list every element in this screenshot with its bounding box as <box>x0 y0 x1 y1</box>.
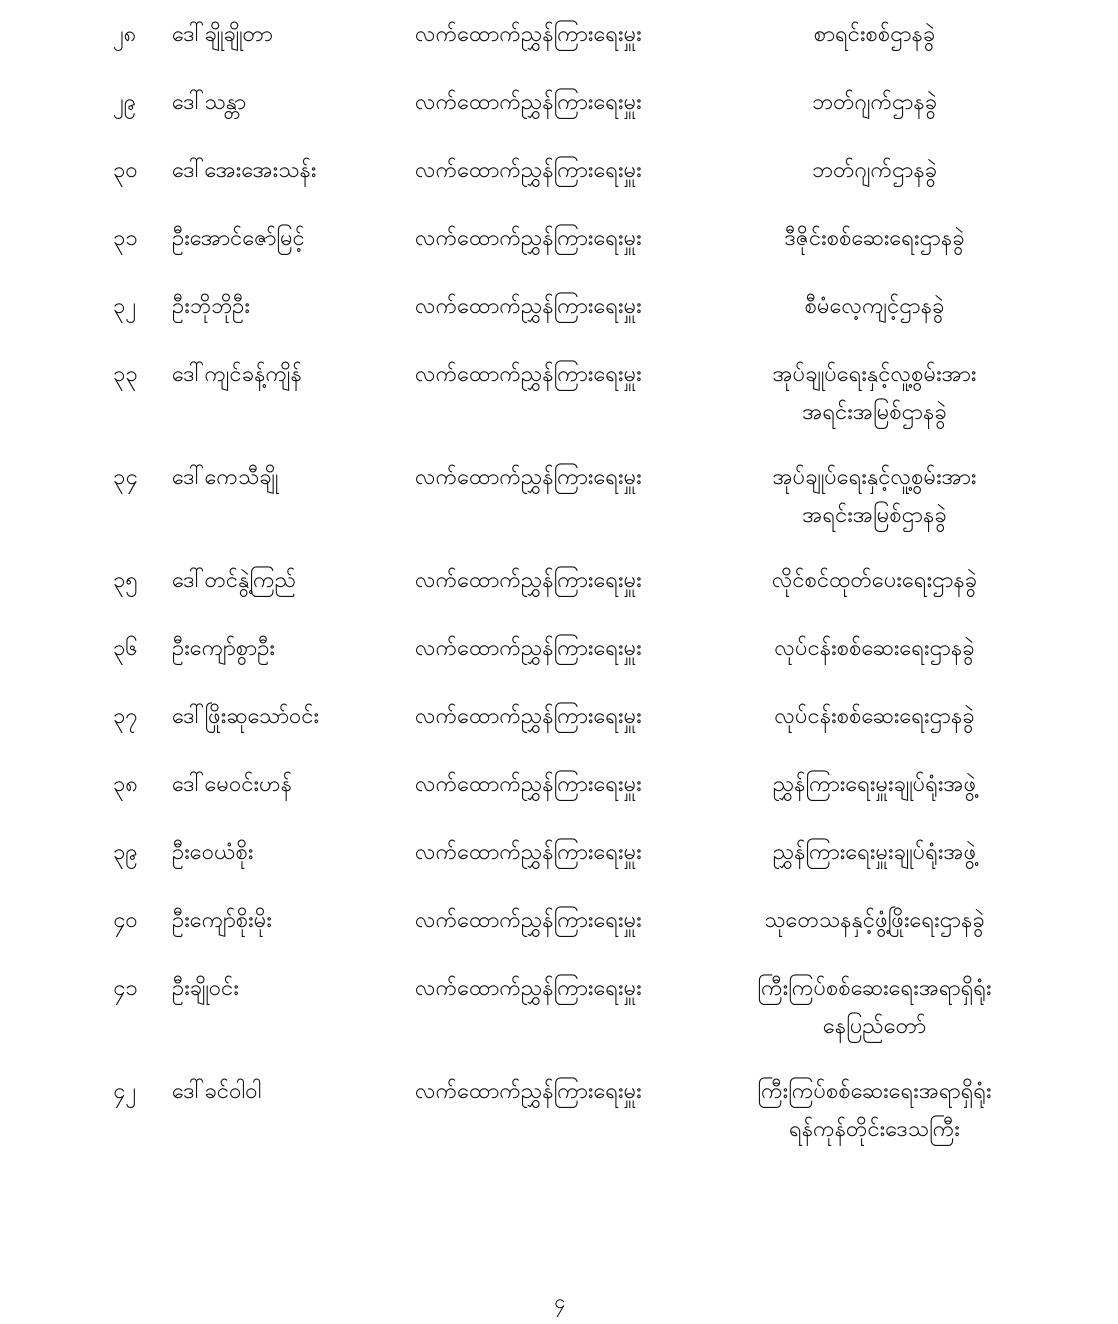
row-number: ၃၆ <box>113 636 138 661</box>
row-number: ၃၉ <box>113 840 138 865</box>
staff-department <box>722 288 1027 326</box>
staff-name: ဒေါ်သန္တာ <box>172 90 247 115</box>
staff-name: ဦးကျော်စွာဦး <box>172 636 275 661</box>
department-line: စီမံလေ့ကျင့်ဌာနခွဲ <box>804 294 945 319</box>
department-line: ဘတ်ဂျက်ဌာနခွဲ <box>811 90 938 115</box>
staff-position: လက်ထောက်ညွှန်ကြားရေးမှူး <box>415 840 642 865</box>
department-line: ညွှန်ကြားရေးမှူးချုပ်ရုံးအဖွဲ့ <box>772 772 977 797</box>
staff-department <box>722 84 1027 122</box>
staff-department <box>722 902 1027 940</box>
department-line: လုပ်ငန်းစစ်ဆေးရေးဌာနခွဲ <box>774 704 975 729</box>
list-item <box>0 826 1118 894</box>
department-line: ကြီးကြပ်စစ်ဆေးရေးအရာရှိရုံး <box>757 976 992 1001</box>
staff-name: ဒေါ်ကျင်ခန့်ကျိန် <box>172 362 302 387</box>
staff-position: လက်ထောက်ညွှန်ကြားရေးမှူး <box>415 1079 642 1104</box>
staff-position: လက်ထောက်ညွှန်ကြားရေးမှူး <box>415 90 642 115</box>
staff-position: လက်ထောက်ညွှန်ကြားရေးမှူး <box>415 976 642 1001</box>
list-item <box>0 212 1118 280</box>
staff-position: လက်ထောက်ညွှန်ကြားရေးမှူး <box>415 704 642 729</box>
row-number: ၃၇ <box>113 704 138 729</box>
staff-name: ဒေါ်အေးအေးသန်း <box>172 158 317 183</box>
department-line: ဒီဇိုင်းစစ်ဆေးရေးဌာနခွဲ <box>784 226 965 251</box>
list-item <box>0 758 1118 826</box>
department-line: အရင်းအမြစ်ဌာနခွဲ <box>802 503 947 528</box>
staff-position: လက်ထောက်ညွှန်ကြားရေးမှူး <box>415 294 642 319</box>
row-number: ၃၃ <box>113 362 138 387</box>
row-number: ၂၉ <box>113 90 137 115</box>
department-line: သုတေသနနှင့်ဖွံ့ဖြိုးရေးဌာနခွဲ <box>764 908 985 933</box>
staff-department <box>722 1073 1027 1149</box>
department-line: လုပ်ငန်းစစ်ဆေးရေးဌာနခွဲ <box>774 636 975 661</box>
row-number: ၃၄ <box>113 465 138 490</box>
staff-name: ဒေါ်မေဝင်းဟန် <box>172 772 293 797</box>
staff-department <box>722 834 1027 872</box>
staff-name: ဦးအောင်ဇော်မြင့် <box>172 226 305 251</box>
list-item <box>0 451 1118 554</box>
row-number: ၄၁ <box>113 976 138 1001</box>
staff-list <box>0 8 1118 1168</box>
staff-name: ဒေါ်ကေသီချို <box>172 465 279 490</box>
list-item <box>0 690 1118 758</box>
staff-name: ဦးချိုဝင်း <box>172 976 239 1001</box>
staff-position: လက်ထောက်ညွှန်ကြားရေးမှူး <box>415 22 642 47</box>
row-number: ၃၂ <box>113 294 137 319</box>
department-line: အရင်းအမြစ်ဌာနခွဲ <box>802 400 947 425</box>
staff-department <box>722 356 1027 432</box>
row-number: ၂၈ <box>113 22 137 47</box>
list-item <box>0 1065 1118 1168</box>
row-number: ၃၁ <box>113 226 138 251</box>
staff-department <box>722 562 1027 600</box>
staff-name: ဦးကျော်စိုးမိုး <box>172 908 272 933</box>
department-line: လိုင်စင်ထုတ်ပေးရေးဌာနခွဲ <box>771 568 978 593</box>
staff-name: ဒေါ်ဖြိုးဆုသော်ဝင်း <box>172 704 320 729</box>
staff-department <box>722 766 1027 804</box>
list-item <box>0 76 1118 144</box>
staff-name: ဒေါ်ချိုချိုတာ <box>172 22 273 47</box>
staff-position: လက်ထောက်ညွှန်ကြားရေးမှူး <box>415 636 642 661</box>
staff-department <box>722 970 1027 1046</box>
list-item <box>0 622 1118 690</box>
staff-position: လက်ထောက်ညွှန်ကြားရေးမှူး <box>415 568 642 593</box>
staff-position: လက်ထောက်ညွှန်ကြားရေးမှူး <box>415 362 642 387</box>
staff-department <box>722 152 1027 190</box>
list-item <box>0 894 1118 962</box>
staff-position: လက်ထောက်ညွှန်ကြားရေးမှူး <box>415 226 642 251</box>
staff-name: ဒေါ်ခင်ဝါဝါ <box>172 1079 262 1104</box>
list-item <box>0 280 1118 348</box>
staff-name: ဦးဝေယံစိုး <box>172 840 254 865</box>
staff-department <box>722 16 1027 54</box>
staff-department <box>722 220 1027 258</box>
list-item <box>0 144 1118 212</box>
staff-position: လက်ထောက်ညွှန်ကြားရေးမှူး <box>415 158 642 183</box>
department-line: အုပ်ချုပ်ရေးနှင့်လူ့စွမ်းအား <box>772 362 977 387</box>
department-line: နေပြည်တော် <box>822 1014 927 1039</box>
list-item <box>0 348 1118 451</box>
row-number: ၄၀ <box>113 908 138 933</box>
department-line: အုပ်ချုပ်ရေးနှင့်လူ့စွမ်းအား <box>772 465 977 490</box>
list-item <box>0 962 1118 1065</box>
row-number: ၃၈ <box>113 772 138 797</box>
row-number: ၄၂ <box>113 1079 137 1104</box>
department-line: ညွှန်ကြားရေးမှူးချုပ်ရုံးအဖွဲ့ <box>772 840 977 865</box>
page-number: ၄ <box>554 1289 566 1313</box>
list-item <box>0 554 1118 622</box>
staff-position: လက်ထောက်ညွှန်ကြားရေးမှူး <box>415 465 642 490</box>
staff-department <box>722 459 1027 535</box>
staff-position: လက်ထောက်ညွှန်ကြားရေးမှူး <box>415 908 642 933</box>
row-number: ၃၅ <box>113 568 138 593</box>
row-number: ၃၀ <box>113 158 138 183</box>
staff-name: ဦးဘိုဘိုဦး <box>172 294 250 319</box>
department-line: ရန်ကုန်တိုင်းဒေသကြီး <box>789 1117 960 1142</box>
department-line: ကြီးကြပ်စစ်ဆေးရေးအရာရှိရုံး <box>757 1079 992 1104</box>
list-item <box>0 8 1118 76</box>
staff-name: ဒေါ်တင်နွဲ့ကြည် <box>172 568 296 593</box>
department-line: ဘတ်ဂျက်ဌာနခွဲ <box>811 158 938 183</box>
staff-position: လက်ထောက်ညွှန်ကြားရေးမှူး <box>415 772 642 797</box>
staff-department <box>722 630 1027 668</box>
staff-department <box>722 698 1027 736</box>
department-line: စာရင်းစစ်ဌာနခွဲ <box>813 22 936 47</box>
